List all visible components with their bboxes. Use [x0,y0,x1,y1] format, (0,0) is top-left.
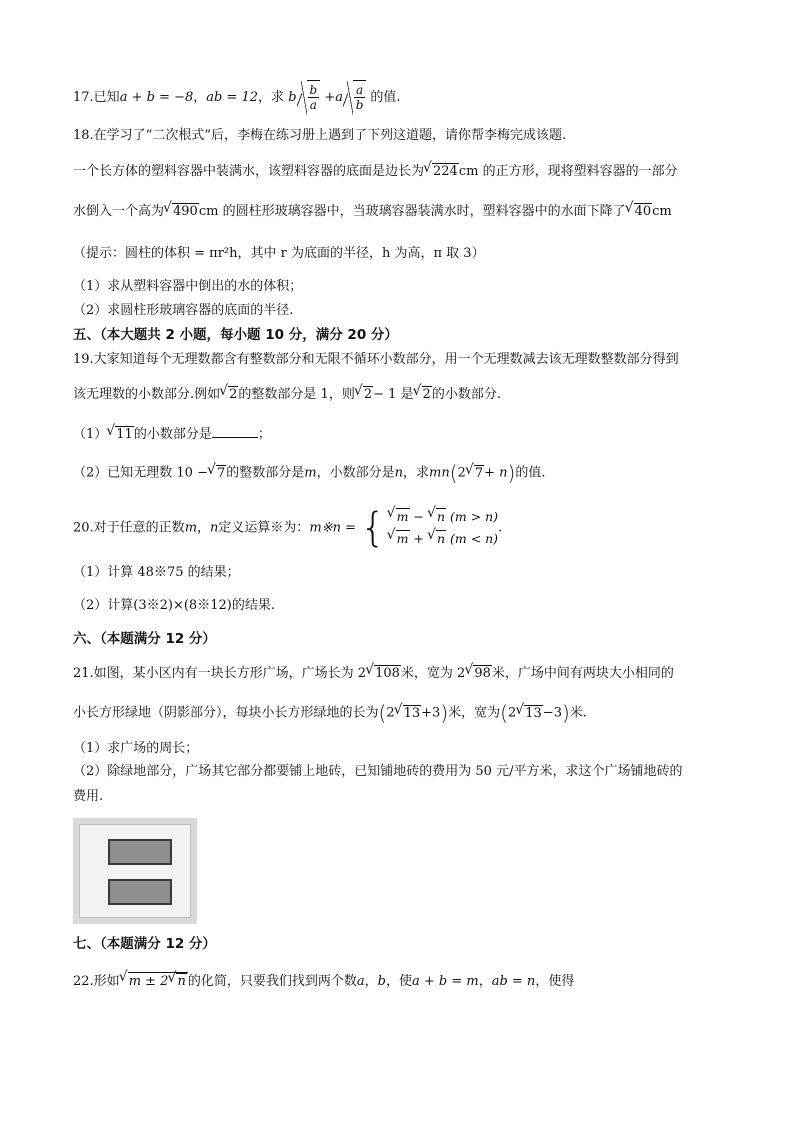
q18-part2: （2）求圆柱形玻璃容器的底面的半径. [73,303,294,318]
q22-line1: 22.形如√ m ± 2√ n 的化简，只要我们找到两个数a，b，使a + b = m，ab = n，使得 [73,972,574,992]
q17-cond2: ab = 12 [206,90,259,105]
q19-line1: 19.大家知道每个无理数都含有整数部分和无限不循环小数部分，用一个无理数减去该无理数整数部分得到 [73,352,679,367]
q18-intro: 18.在学习了“二次根式”后，李梅在练习册上遇到了下列这道题，请你帮李梅完成该题. [73,128,567,143]
q21-line2: 小长方形绿地（阴影部分），每块小长方形绿地的长为(2√ 13+3)米，宽为(2√ 13−3)米. [73,703,587,724]
q19-part2: （2）已知无理数 10 −√ 7的整数部分是m，小数部分是n，求mn(2√ 7+ n)的值. [73,463,545,484]
sqrt-m-pm-2sqrt-n: √ m ± 2√ n [128,972,188,989]
q19-part1: （1）√ 11的小数部分是 ； [73,425,271,445]
green-area-top [108,839,172,865]
piecewise-definition: { √ m − √ n (m > n) √ m + √ n (m < n) [360,506,498,550]
q21-part2-cont: 费用. [73,789,104,804]
q21-part1: （1）求广场的周长； [73,741,199,756]
q20-part2: （2）计算(3※2)×(8※12)的结果. [73,598,275,613]
answer-blank [212,425,258,438]
q20-definition: 20.对于任意的正数m，n定义运算※为：m※n = { √ m − √ n (m > n) √ m + √ n (m < n) . [73,506,502,550]
q20-part1: （1）计算 48※75 的结果； [73,565,240,580]
sqrt-a-over-b: $\frac{a}{b}$ [353,80,366,115]
q18-part1: （1）求从塑料容器中倒出的水的体积； [73,279,303,294]
section-7-heading: 七、（本题满分 12 分） [73,936,216,952]
q21-line1: 21.如图，某小区内有一块长方形广场，广场长为 2√ 108米，宽为 2√ 98米，广场中间有两块大小相同的 [73,664,674,684]
sqrt-11: √ 11 [115,426,134,442]
sqrt-490: √ 490 [172,203,199,219]
q17-cond1: a + b = −8 [119,90,194,105]
q19-line2: 该无理数的小数部分.例如√ 2的整数部分是 1，则√ 2− 1 是√ 2的小数部分. [73,385,501,405]
sqrt-224: √ 224 [432,163,459,179]
sqrt-b-over-a: $\frac{b}{a}$ [307,80,321,115]
q17-line: 17.已知a + b = −8，ab = 12，求 b $\frac{b}{a}$ +a $\frac{a}{b}$ 的值. [73,80,400,114]
sqrt-40: √ 40 [634,203,653,219]
section-5-heading: 五、（本大题共 2 小题，每小题 10 分，满分 20 分） [73,327,398,343]
section-6-heading: 六、（本题满分 12 分） [73,631,216,647]
q21-part2: （2）除绿地部分，广场其它部分都要铺上地砖，已知铺地砖的费用为 50 元/平方米，求这个广场铺地砖的 [73,764,683,779]
square-plaza-figure [73,818,197,924]
q18-line3: 水倒入一个高为√ 490cm 的圆柱形玻璃容器中，当玻璃容器装满水时，塑料容器中的水面下降了√ 40cm [73,202,672,222]
q18-line2: 一个长方体的塑料容器中装满水，该塑料容器的底面是边长为√ 224cm 的正方形，现将塑料容器的一部分 [73,162,678,182]
green-area-bottom [108,879,172,905]
q18-hint: （提示：圆柱的体积 = πr²h，其中 r 为底面的半径，h 为高，π 取 3） [73,246,485,261]
